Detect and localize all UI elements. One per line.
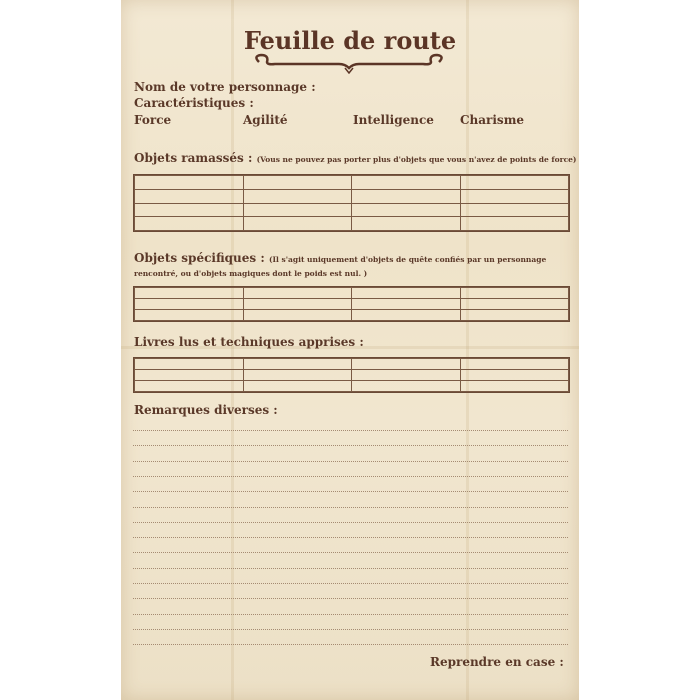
writing-line[interactable] (133, 568, 568, 569)
section-label-objets-ramasses (134, 151, 576, 165)
objets-ramasses-grid[interactable] (133, 174, 570, 232)
writing-line[interactable] (133, 430, 568, 431)
trait-intelligence: Intelligence (353, 113, 434, 127)
writing-line[interactable] (133, 598, 568, 599)
ornament-divider-icon (249, 52, 449, 74)
writing-line[interactable] (133, 644, 568, 645)
character-sheet (121, 0, 579, 700)
objets-ramasses-note: (Vous ne pouvez pas porter plus d'objets que vous n'avez de points de force) (256, 155, 577, 164)
writing-line[interactable] (133, 476, 568, 477)
reprendre-label: Reprendre en case : (430, 655, 564, 669)
name-label: Nom de votre personnage : (134, 80, 316, 94)
sheet-title: Feuille de route (243, 26, 457, 55)
writing-line[interactable] (133, 507, 568, 508)
trait-charisme: Charisme (460, 113, 525, 127)
traits-label: Caractéristiques : (134, 96, 254, 110)
section-label-objets-specifiques (134, 252, 574, 280)
writing-line[interactable] (133, 629, 568, 630)
objets-specifiques-grid[interactable] (133, 286, 570, 322)
paper-fold (466, 0, 469, 700)
objets-ramasses-label: Objets ramassés : (134, 151, 253, 165)
trait-force: Force (134, 113, 172, 127)
writing-line[interactable] (133, 445, 568, 446)
writing-line[interactable] (133, 552, 568, 553)
livres-label: Livres lus et techniques apprises : (134, 335, 364, 349)
writing-line[interactable] (133, 491, 568, 492)
objets-specifiques-note: (Il s'agit uniquement d'objets de quête confiés par un personnage rencontré, ou d'objets magiques dont le poids est nul. ) (134, 255, 547, 278)
writing-line[interactable] (133, 461, 568, 462)
trait-agilite: Agilité (243, 113, 288, 127)
writing-line[interactable] (133, 537, 568, 538)
livres-grid[interactable] (133, 357, 570, 393)
writing-line[interactable] (133, 522, 568, 523)
objets-specifiques-label: Objets spécifiques : (134, 251, 265, 265)
remarques-label: Remarques diverses : (134, 403, 278, 417)
writing-line[interactable] (133, 614, 568, 615)
writing-line[interactable] (133, 583, 568, 584)
